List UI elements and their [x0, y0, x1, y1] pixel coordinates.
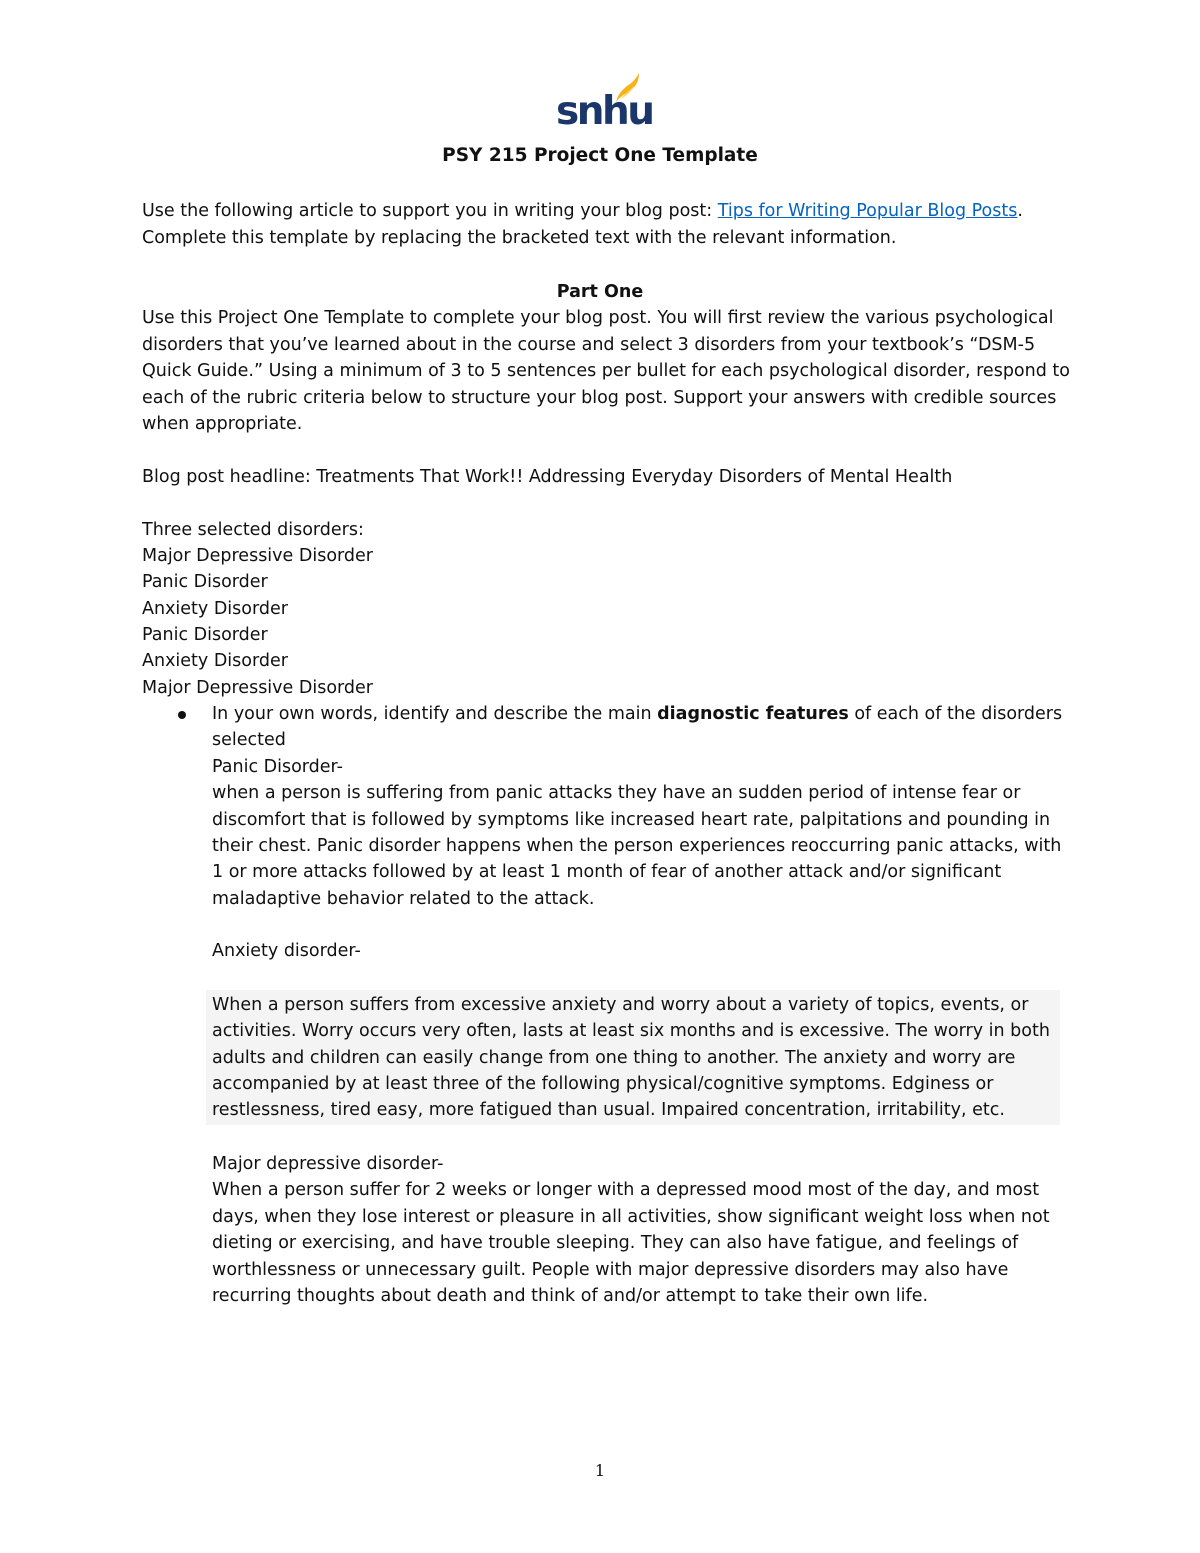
panic-line: their chest. Panic disorder happens when the person experiences reoccurring panic attacks, with — [212, 836, 1062, 856]
bullet-text: In your own words, identify and describe the main — [212, 704, 658, 724]
panic-line: 1 or more attacks followed by at least 1 month of fear of another attack and/or significant — [212, 862, 1002, 882]
snhu-logo — [556, 73, 653, 134]
part-one-line: Quick Guide.” Using a minimum of 3 to 5 sentences per bullet for each psychological disorder, respond to — [142, 361, 1070, 381]
depressive-line: days, when they lose interest or pleasure in all activities, show significant weight loss when not — [212, 1207, 1050, 1227]
intro-text: Use the following article to support you in writing your blog post: — [142, 201, 718, 221]
depressive-line: worthlessness or unnecessary guilt. People with major depressive disorders may also have — [212, 1260, 1009, 1280]
selected-item: Panic Disorder — [142, 625, 268, 645]
article-link[interactable]: Tips for Writing Popular Blog Posts — [717, 201, 1018, 221]
selected-item: Panic Disorder — [142, 572, 268, 592]
anxiety-line: activities. Worry occurs very often, lasts at least six months and is excessive. The worry in both — [212, 1021, 1050, 1041]
depressive-line: recurring thoughts about death and think of and/or attempt to take their own life. — [212, 1286, 929, 1306]
bullet-line-2: selected — [212, 730, 286, 750]
part-one-line: Use this Project One Template to complete your blog post. You will first review the various psychological — [142, 308, 1054, 328]
anxiety-heading: Anxiety disorder- — [212, 941, 361, 961]
panic-line: when a person is suffering from panic attacks they have an sudden period of intense fear or — [212, 783, 1021, 803]
anxiety-line: When a person suffers from excessive anxiety and worry about a variety of topics, events, or — [212, 995, 1029, 1015]
blog-headline: Blog post headline: Treatments That Work!! Addressing Everyday Disorders of Mental Health — [142, 467, 953, 487]
anxiety-line: accompanied by at least three of the following physical/cognitive symptoms. Edginess or — [212, 1074, 994, 1094]
selected-item: Anxiety Disorder — [142, 651, 288, 671]
part-one-heading: Part One — [556, 282, 644, 302]
bullet-bold-text: diagnostic features — [657, 704, 849, 724]
depressive-heading: Major depressive disorder- — [212, 1154, 444, 1174]
depressive-line: When a person suffer for 2 weeks or longer with a depressed mood most of the day, and most — [212, 1180, 1040, 1200]
depressive-line: dieting or exercising, and have trouble sleeping. They can also have fatigue, and feelings of — [212, 1233, 1019, 1253]
intro-line-1 — [142, 198, 1023, 224]
selected-item: Anxiety Disorder — [142, 599, 288, 619]
selected-label: Three selected disorders: — [142, 520, 364, 540]
panic-line: maladaptive behavior related to the attack. — [212, 889, 595, 909]
anxiety-line: restlessness, tired easy, more fatigued than usual. Impaired concentration, irritability, etc. — [212, 1100, 1005, 1120]
bullet-text-end: of each of the disorders — [848, 704, 1063, 724]
panic-heading: Panic Disorder- — [212, 757, 343, 777]
intro-period: . — [1017, 201, 1023, 221]
page-title: PSY 215 Project One Template — [442, 145, 758, 166]
bullet-icon — [178, 711, 186, 719]
selected-item: Major Depressive Disorder — [142, 546, 373, 566]
logo-text: snhu — [556, 89, 653, 134]
page-number: 1 — [594, 1461, 606, 1480]
part-one-line: each of the rubric criteria below to structure your blog post. Support your answers with credible sources — [142, 388, 1057, 408]
selected-item: Major Depressive Disorder — [142, 678, 373, 698]
anxiety-line: adults and children can easily change from one thing to another. The anxiety and worry are — [212, 1048, 1016, 1068]
intro-line-2: Complete this template by replacing the bracketed text with the relevant information. — [142, 228, 897, 248]
part-one-line: disorders that you’ve learned about in the course and select 3 disorders from your textbook’s “DSM-5 — [142, 335, 1036, 355]
panic-line: discomfort that is followed by symptoms like increased heart rate, palpitations and pounding in — [212, 810, 1051, 830]
bullet-line-1 — [212, 701, 1062, 727]
part-one-line: when appropriate. — [142, 414, 303, 434]
